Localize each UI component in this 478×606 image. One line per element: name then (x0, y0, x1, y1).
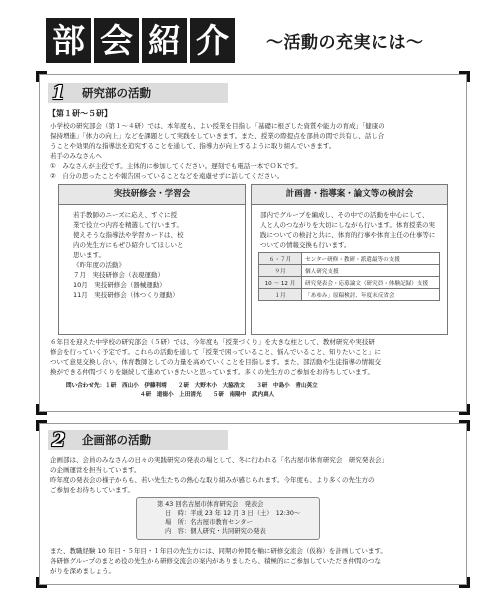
event-date: 日 時：平成 23 年 12 月 3 日（土） 12:30〜 (165, 510, 301, 517)
section-research-header (48, 83, 228, 103)
sub-heading: 【第１研〜５研】 (48, 109, 112, 118)
table-row: 10 〜 12 月 研究発表会・応募論文（研究員・体験記録）支援 (259, 277, 440, 289)
contacts-line-1: 問い合わせ先：１研 西山小 伊藤利靖 ２研 大野木小 大脇浩文 ３研 中島小 青山英立 (66, 383, 318, 389)
event-info-box (136, 497, 320, 540)
event-title: 第 43 回名古屋市体育研究会 発表会 (157, 501, 264, 508)
section-number: 2 (52, 429, 66, 451)
event-place: 場 所：名古屋市教育センター (165, 519, 253, 526)
workshop-title: 実技研修会・学習会 (59, 185, 245, 205)
planning-closing: また、教職経験 10 年目・５年目・１年目の先生方には、同期の仲間を軸に研修交流会（仮称）を計画しています。 各研修グループのまとめ役の先生から研修交流会の案内がありましたら、積極的にご参加していただき仲間のつな がりを深めましょう。 (50, 547, 387, 575)
planning-intro: 企画部は、会員のみなさんの日々の実践研究の発表の場として、冬に行われる「名古屋市体育研究会 研究発表会」 の企画運営を担当しています。 昨年度の発表会の様子からも、若い先生たちの熱心な取り組みが感じられます。今年度も、より多くの先生方の ご参加をお待ちしています。 (50, 456, 388, 494)
section-title: 企画部の活動 (82, 433, 151, 447)
review-text: 部内でグループを編成し、その中での活動を中心にして、 人と人のつながりを大切にしながら行います。体育授業の実 践についての検討と共に、体育的行事や体育主任の仕事等に ついての情報交換も行います。 (260, 211, 436, 249)
title-char-4: 介 (190, 18, 235, 63)
workshop-box (58, 184, 246, 335)
title-char-2: 会 (94, 18, 139, 63)
section-title: 研究部の活動 (82, 86, 151, 100)
page-subtitle: 〜活動の充実には〜 (266, 33, 424, 53)
contacts-line-2: ４研 道徳小 上田清光 ５研 南陽中 武内真人 (140, 392, 275, 398)
table-row: ９月 個人研究支援 (259, 265, 440, 277)
header (34, 18, 474, 64)
section-planning-header (48, 430, 228, 450)
section-research-frame (39, 74, 467, 412)
title-char-1: 部 (46, 18, 91, 63)
section-number: 1 (52, 82, 66, 104)
table-row: １月 「あゆみ」原稿検討、年度末反省会 (259, 289, 440, 301)
research-intro: 小学校の研究部会（第１〜４研）では、本年度も、よい授業を目指し「基礎に根ざした資質や能力の育成」「健康の 保持増進」「体力の向上」などを課題として実践をしていきます。また、授業の際提点を部員の間で共有し、話し合 うことや効果的な指導法を追究することを通して、指導力が向上するように取り組んでいきます。 若手のみなさんへ ① みなさんが主役です。主体的に参加してください。遅刻でも電話一本でＯＫです。 ② 自分の思ったことや報告困っていることなどを遠慮せずに話してください。 (50, 122, 385, 180)
research-closing: ６年目を迎えた中学校の研究部会（５研）では、今年度も「授業づくり」を大きな柱として、教材研究や実技研 修会を行っていく予定です。これらの活動を通して「授業で困っていること、悩んでいること、知りたいこと」に ついて意見交換し合い、体育教師としての力量を高めていくことを目指します。また、部活動や生徒指導の情報交 換ができる仲間づくりを継続して進めていきたいと思っています。多くの先生方のご参加をお待ちしています。 (50, 338, 381, 376)
schedule-table (258, 252, 440, 301)
title-char-3: 紹 (142, 18, 187, 63)
table-row: ６・７月 センター研修・教研・派遣最等の支援 (259, 253, 440, 265)
event-content: 内 容：個人研究・共同研究の発表 (165, 528, 266, 535)
review-box (251, 184, 448, 335)
workshop-text: 若手教師のニーズに応え、すぐに授 業で役立つ内容を精選して行います。 使えそうな指導法や学習カードは、校 内の先生方にもぜひ紹介してほしいと 思います。 《昨年度の活動》 ７月 実技研修会（表現運動） 10月 実技研修会（器械運動） 11月 実技研修会（体つくり運動） (73, 211, 184, 299)
review-title: 計画書・指導案・論文等の検討会 (252, 185, 447, 205)
